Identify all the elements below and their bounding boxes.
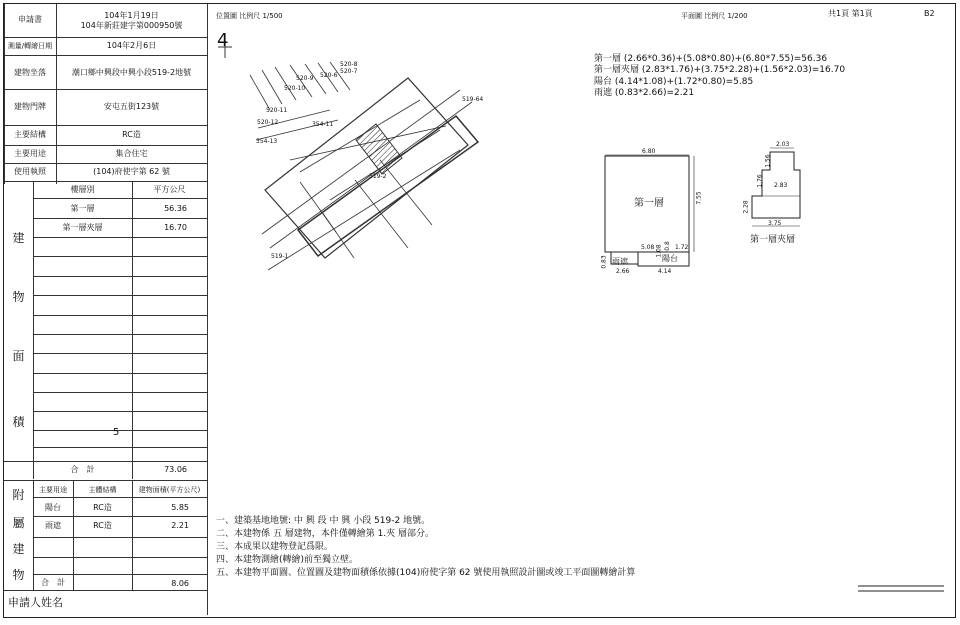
dim-label: 6.80 bbox=[642, 148, 656, 155]
dim-label: 1.76 bbox=[756, 174, 764, 188]
parcel-label: 520-12 bbox=[257, 119, 279, 126]
doorplate-label: 建物門牌 bbox=[14, 102, 46, 111]
area-row-2-floor: 第一層夾層 bbox=[62, 223, 103, 232]
parcel-label: 354-13 bbox=[256, 138, 278, 145]
parcel-label: 520-8 bbox=[340, 61, 358, 68]
location-label: 建物坐落 bbox=[14, 68, 46, 77]
area-side-char-3: 面 bbox=[12, 349, 25, 363]
annex-row-1-use: 陽台 bbox=[45, 503, 61, 512]
annex-side-char-1: 附 bbox=[12, 488, 25, 502]
structure-label: 主要結構 bbox=[14, 130, 46, 139]
page-count: 共1頁 第1頁 bbox=[828, 9, 873, 18]
note-4: 四、本建物測繪(轉繪)前至獨立壁。 bbox=[216, 555, 359, 565]
annex-side-char-3: 建 bbox=[12, 542, 25, 556]
parcel-label: 520-10 bbox=[284, 85, 306, 92]
dim-label: 2.66 bbox=[616, 268, 630, 275]
dim-label: 1.56 bbox=[764, 154, 772, 168]
annex-col-use: 主要用途 bbox=[39, 486, 67, 494]
annex-total-value: 8.06 bbox=[171, 579, 189, 588]
license-value: (104)府使字第 62 號 bbox=[93, 167, 170, 176]
parcel-label: 520-11 bbox=[266, 107, 288, 114]
area-side-char-4: 積 bbox=[12, 415, 25, 429]
dim-label: 2.03 bbox=[776, 141, 790, 148]
parcel-label: 519-64 bbox=[462, 96, 484, 103]
annex-col-area: 建物面積(平方公尺) bbox=[138, 486, 201, 494]
annex-row-2-area: 2.21 bbox=[171, 521, 189, 530]
floor-plan-title: 平面圖 比例尺 1/200 bbox=[681, 12, 748, 20]
parcel-label: 520-9 bbox=[296, 75, 314, 82]
annex-side-char-2: 屬 bbox=[12, 516, 25, 530]
parcel-label: 520-6 bbox=[320, 72, 338, 79]
annex-row-2-use: 雨遮 bbox=[45, 521, 61, 530]
sheet-number: B2 bbox=[924, 9, 935, 18]
location-value: 潮口鄉中興段中興小段519-2地號 bbox=[71, 68, 192, 77]
annex-row-1-area: 5.85 bbox=[171, 503, 189, 512]
mezzanine-label: 第一層夾層 bbox=[750, 235, 796, 245]
area-col-floor: 樓層別 bbox=[70, 185, 95, 194]
dim-label: 0.83 bbox=[600, 255, 608, 269]
formula-rain-shelter: 雨遮 (0.83*2.66)=2.21 bbox=[594, 88, 695, 98]
balcony-label: 陽台 bbox=[662, 254, 678, 263]
dim-label: 4.14 bbox=[658, 268, 672, 275]
corner-marks bbox=[858, 586, 944, 591]
dim-label: 2.28 bbox=[742, 200, 750, 214]
applicant-date: 104年1月19日 bbox=[104, 11, 159, 20]
floor1-label: 第一層 bbox=[634, 198, 664, 209]
site-plan-title: 位置圖 比例尺 1/500 bbox=[216, 12, 283, 20]
license-label: 使用執照 bbox=[14, 167, 46, 176]
handwritten-mark: 5 bbox=[113, 427, 120, 438]
area-total-label: 合 計 bbox=[70, 465, 95, 474]
annex-row-1-structure: RC造 bbox=[93, 503, 112, 512]
dim-label: 7.55 bbox=[695, 191, 703, 205]
annex-col-structure: 主體結構 bbox=[88, 486, 117, 494]
doorplate-value: 安屯五街123號 bbox=[103, 102, 160, 111]
note-1: 一、建築基地地號: 中 興 段 中 興 小段 519-2 地號。 bbox=[216, 516, 431, 526]
note-2: 二、本建物係 五 層建物，本件僅轉繪第 1.夾 層部分。 bbox=[216, 529, 435, 539]
parcel-label: 519-2 bbox=[369, 173, 387, 180]
structure-value: RC造 bbox=[122, 130, 141, 139]
applicant-label: 申請書 bbox=[18, 15, 42, 24]
formula-floor1: 第一層 (2.66*0.36)+(5.08*0.80)+(6.80*7.55)=56.36 bbox=[594, 54, 828, 64]
dim-label: 1.72 bbox=[675, 244, 689, 251]
formula-balcony: 陽台 (4.14*1.08)+(1.72*0.80)=5.85 bbox=[594, 77, 754, 87]
note-3: 三、本成果以建物登記爲限。 bbox=[216, 542, 334, 552]
area-side-char-1: 建 bbox=[12, 231, 25, 245]
area-total-value: 73.06 bbox=[164, 465, 187, 474]
formula-mezzanine: 第一層夾層 (2.83*1.76)+(3.75*2.28)+(1.56*2.03)=16.70 bbox=[594, 65, 846, 75]
dim-label: 1.08 bbox=[655, 244, 663, 258]
survey-date-label: 測量/轉繪日期 bbox=[7, 42, 53, 50]
use-label: 主要用途 bbox=[14, 149, 46, 158]
parcel-label: 354-11 bbox=[312, 121, 334, 128]
annex-row-2-structure: RC造 bbox=[93, 521, 112, 530]
dim-label: 0.8 bbox=[663, 241, 671, 251]
area-row-2-value: 16.70 bbox=[164, 223, 187, 232]
dim-label: 3.75 bbox=[768, 220, 782, 227]
area-row-1-floor: 第一層 bbox=[70, 204, 95, 213]
rain-shelter-label: 雨遮 bbox=[612, 257, 628, 266]
annex-total-label: 合 計 bbox=[41, 578, 65, 587]
survey-date: 104年2月6日 bbox=[106, 41, 157, 50]
dim-label: 2.83 bbox=[774, 182, 788, 189]
use-value: 集合住宅 bbox=[115, 149, 148, 158]
dim-label: 5.08 bbox=[641, 244, 655, 251]
annex-side-char-4: 物 bbox=[12, 568, 25, 582]
applicant-number: 104年新莊建字第000950號 bbox=[80, 21, 183, 30]
north-label: 4 bbox=[217, 30, 229, 51]
area-side-char-2: 物 bbox=[12, 290, 25, 304]
applicant-name-label: 申請人姓名 bbox=[8, 596, 63, 609]
parcel-label: 519-1 bbox=[271, 253, 289, 260]
note-5: 五、本建物平面圖、位置圖及建物面積係依據(104)府使字第 62 號使用執照設計圖或竣工平面圖轉繪計算 bbox=[216, 568, 636, 578]
area-col-area: 平方公尺 bbox=[153, 185, 186, 194]
parcel-label: 520-7 bbox=[340, 68, 358, 75]
area-row-1-value: 56.36 bbox=[164, 204, 187, 213]
